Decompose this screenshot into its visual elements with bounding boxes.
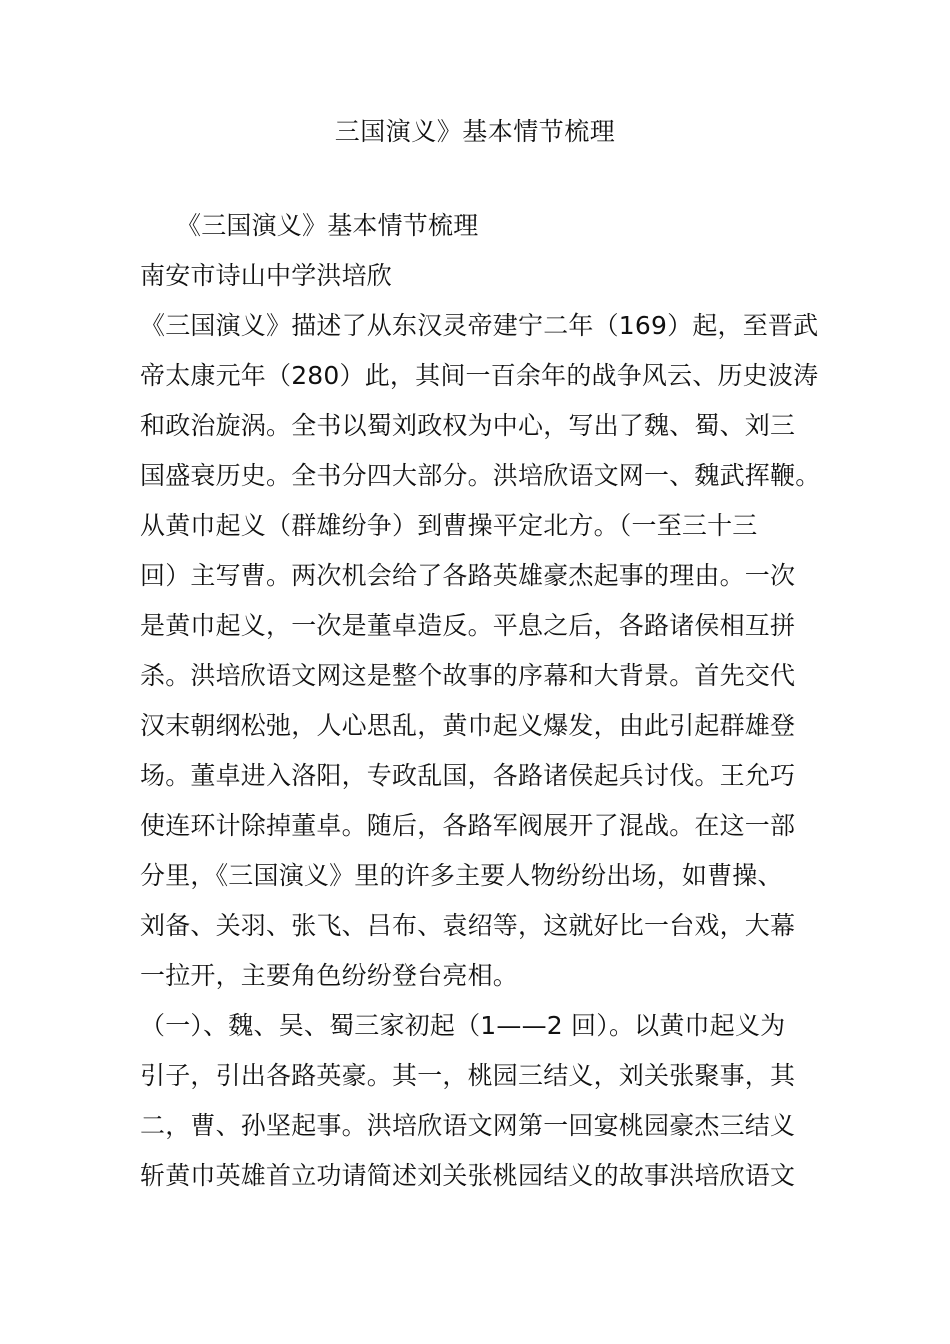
text-line: 斩黄巾英雄首立功请简述刘关张桃园结义的故事洪培欣语文 (140, 1161, 796, 1190)
text-line: 杀。洪培欣语文网这是整个故事的序幕和大背景。首先交代 (140, 661, 796, 690)
text-line: 场。董卓进入洛阳，专政乱国，各路诸侯起兵讨伐。王允巧 (140, 761, 796, 790)
document-body (140, 201, 832, 1201)
text-line: 刘备、关羽、张飞、吕布、袁绍等，这就好比一台戏，大幕 (140, 911, 796, 940)
text-line: 汉末朝纲松弛，人心思乱，黄巾起义爆发，由此引起群雄登 (140, 711, 796, 740)
text-line: 帝太康元年（280）此，其间一百余年的战争风云、历史波涛 (140, 361, 819, 390)
text-line: 二，曹、孙坚起事。洪培欣语文网第一回宴桃园豪杰三结义 (140, 1111, 796, 1140)
text-line: 分里，《三国演义》里的许多主要人物纷纷出场，如曹操、 (140, 861, 783, 890)
text-line: 一拉开，主要角色纷纷登台亮相。 (140, 961, 519, 990)
subtitle-line: 《三国演义》基本情节梳理 (176, 211, 479, 240)
text-line: 引子，引出各路英豪。其一，桃园三结义，刘关张聚事，其 (140, 1061, 796, 1090)
text-line: 国盛衰历史。全书分四大部分。洪培欣语文网一、魏武挥鞭。 (140, 461, 821, 490)
text-line: 《三国演义》描述了从东汉灵帝建宁二年（169）起，至晋武 (140, 311, 819, 340)
text-line: 和政治旋涡。全书以蜀刘政权为中心，写出了魏、蜀、刘三 (140, 411, 796, 440)
text-line: （一）、魏、吴、蜀三家初起（1——2 回）。以黄巾起义为 (140, 1011, 786, 1040)
text-line: 是黄巾起义，一次是董卓造反。平息之后，各路诸侯相互拼 (140, 611, 796, 640)
text-line: 使连环计除掉董卓。随后，各路军阀展开了混战。在这一部 (140, 811, 796, 840)
document-title: 三国演义》基本情节梳理 (334, 117, 616, 146)
author-line: 南安市诗山中学洪培欣 (140, 261, 393, 290)
text-line: 回）主写曹。两次机会给了各路英雄豪杰起事的理由。一次 (140, 561, 796, 590)
text-line: 从黄巾起义（群雄纷争）到曹操平定北方。（一至三十三 (140, 511, 758, 540)
